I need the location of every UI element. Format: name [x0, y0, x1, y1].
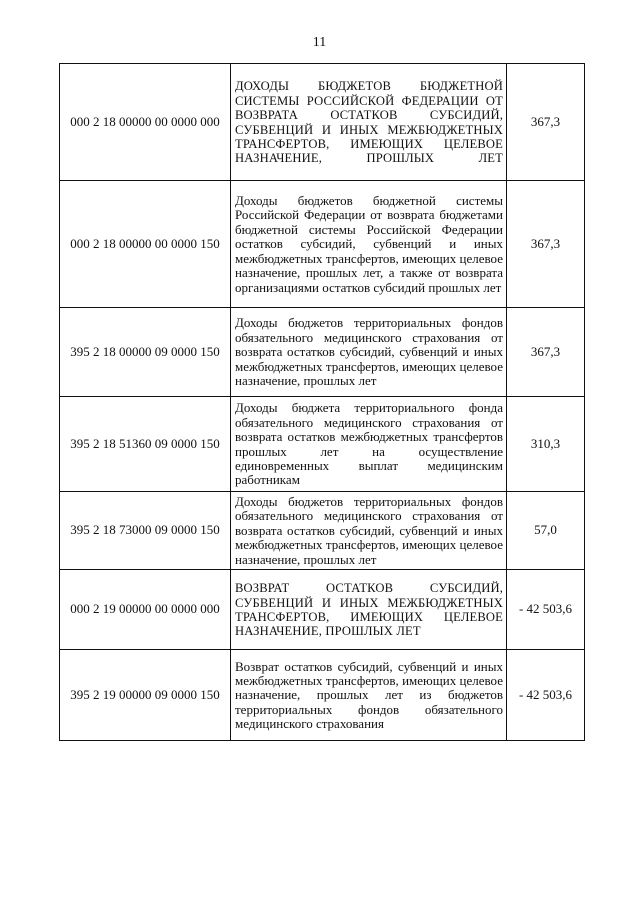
income-name: Доходы бюджетов территориальных фондов обязательного медицинского страхования от возврата остатков субсидий, субвенций и иных межбюджетных трансфертов, имеющих целевое назначение, прошлых лет	[231, 308, 507, 397]
income-name: Доходы бюджета территориального фонда обязательного медицинского страхования от возврата остатков межбюджетных трансфертов прошлых лет на осуществление единовременных выплат медицинским работникам	[231, 397, 507, 492]
income-name: Доходы бюджетов бюджетной системы Российской Федерации от возврата бюджетами бюджетной системы Российской Федерации остатков субсидий, субвенций и иных межбюджетных трансфертов, имеющих целевое назначение, прошлых лет, а также от возврата организациями остатков субсидий прошлых лет	[231, 181, 507, 308]
budget-code: 000 2 18 00000 00 0000 150	[60, 181, 231, 308]
budget-code: 395 2 19 00000 09 0000 150	[60, 650, 231, 741]
amount: 367,3	[507, 181, 585, 308]
table-row	[60, 650, 585, 741]
table-row	[60, 397, 585, 492]
amount: 57,0	[507, 492, 585, 570]
income-name: ВОЗВРАТ ОСТАТКОВ СУБСИДИЙ, СУБВЕНЦИЙ И ИНЫХ МЕЖБЮДЖЕТНЫХ ТРАНСФЕРТОВ, ИМЕЮЩИХ ЦЕЛЕВОЕ НАЗНАЧЕНИЕ, ПРОШЛЫХ ЛЕТ	[231, 570, 507, 650]
amount: 367,3	[507, 308, 585, 397]
table-row	[60, 570, 585, 650]
budget-code: 395 2 18 00000 09 0000 150	[60, 308, 231, 397]
table-row	[60, 492, 585, 570]
amount: - 42 503,6	[507, 650, 585, 741]
budget-code: 395 2 18 73000 09 0000 150	[60, 492, 231, 570]
amount: 367,3	[507, 64, 585, 181]
table-row	[60, 308, 585, 397]
budget-code: 000 2 18 00000 00 0000 000	[60, 64, 231, 181]
amount: - 42 503,6	[507, 570, 585, 650]
table-row	[60, 181, 585, 308]
table-row	[60, 64, 585, 181]
budget-code: 395 2 18 51360 09 0000 150	[60, 397, 231, 492]
budget-code: 000 2 19 00000 00 0000 000	[60, 570, 231, 650]
budget-table	[59, 63, 585, 741]
amount: 310,3	[507, 397, 585, 492]
income-name: Доходы бюджетов территориальных фондов обязательного медицинского страхования от возврата остатков субсидий, субвенций и иных межбюджетных трансфертов, имеющих целевое назначение, прошлых лет	[231, 492, 507, 570]
income-name: Возврат остатков субсидий, субвенций и иных межбюджетных трансфертов, имеющих целевое назначение, прошлых лет из бюджетов территориальных фондов обязательного медицинского страхования	[231, 650, 507, 741]
page-number: 11	[312, 35, 327, 50]
income-name: ДОХОДЫ БЮДЖЕТОВ БЮДЖЕТНОЙ СИСТЕМЫ РОССИЙСКОЙ ФЕДЕРАЦИИ ОТ ВОЗВРАТА ОСТАТКОВ СУБСИДИЙ, СУБВЕНЦИЙ И ИНЫХ МЕЖБЮДЖЕТНЫХ ТРАНСФЕРТОВ, ИМЕЮЩИХ ЦЕЛЕВОЕ НАЗНАЧЕНИЕ, ПРОШЛЫХ ЛЕТ	[231, 64, 507, 181]
